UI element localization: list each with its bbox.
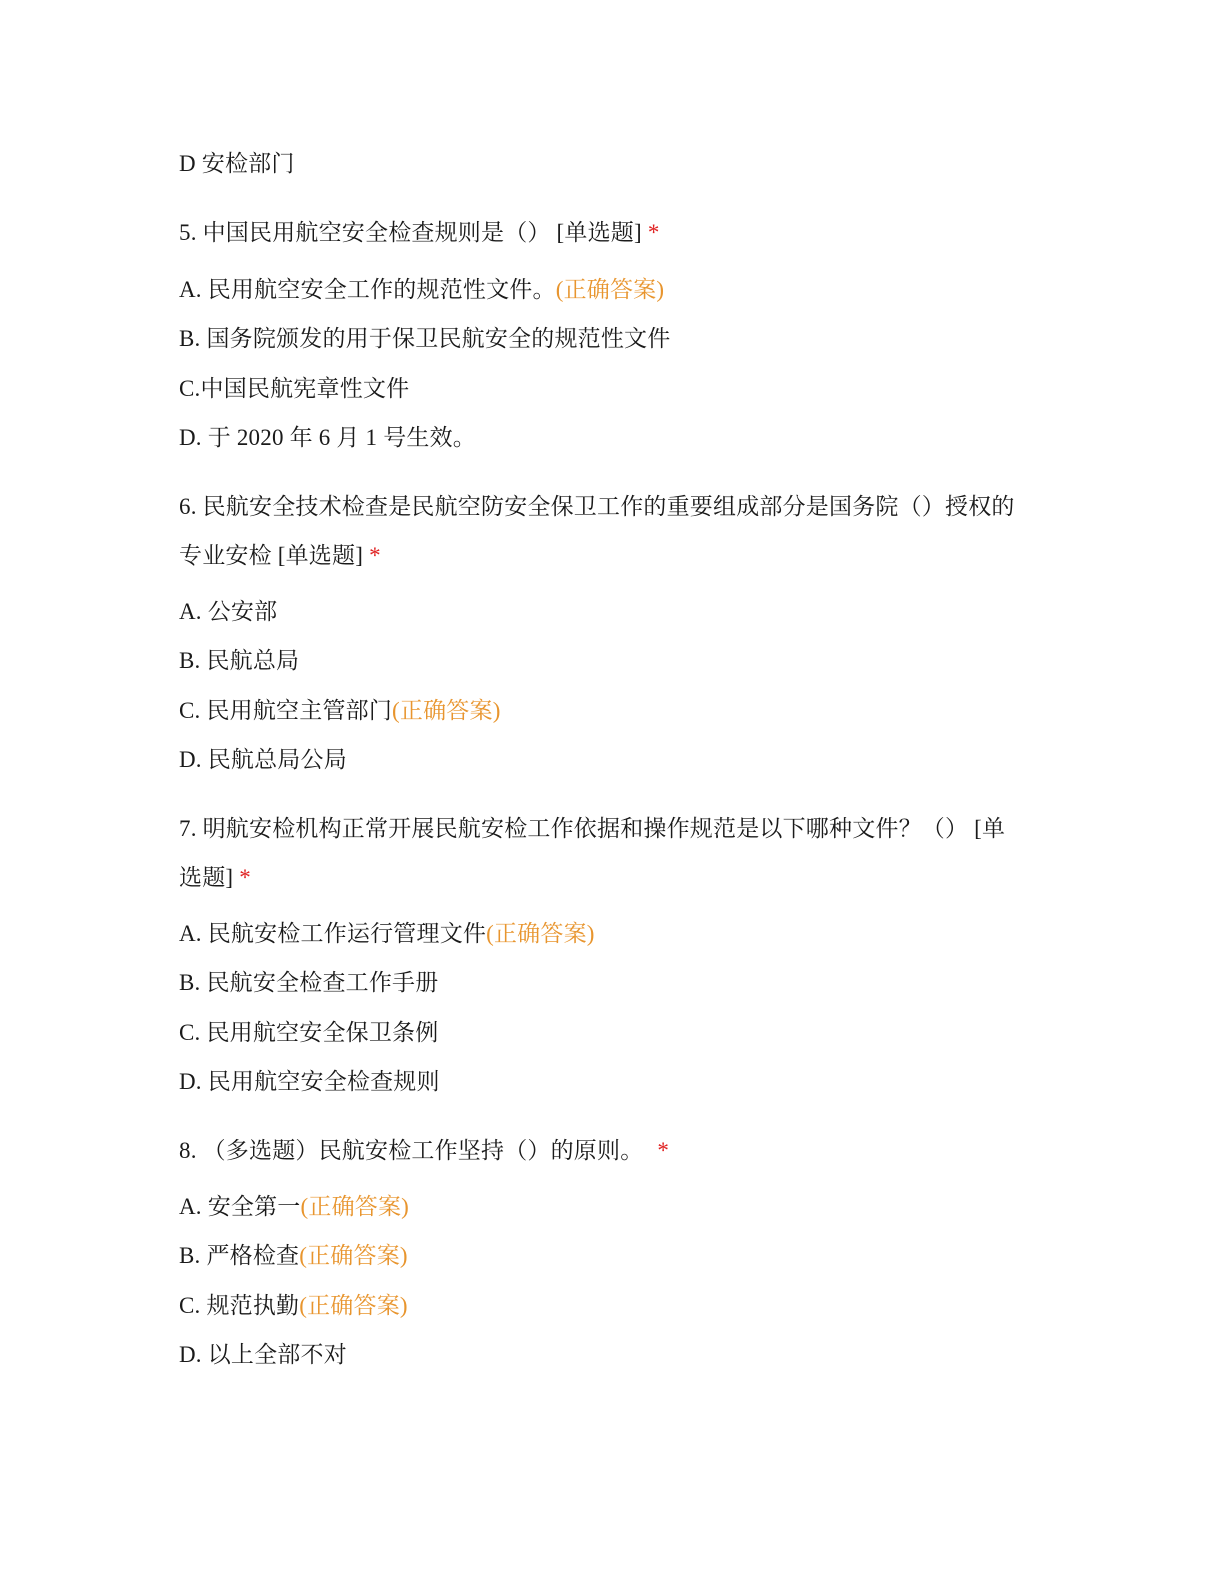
- question-6-stem-line2: [179, 541, 381, 571]
- question-text: 8. （多选题）民航安检工作坚持（）的原则。: [179, 1138, 644, 1163]
- q5-option-b: [179, 324, 670, 354]
- q8-option-c: [179, 1291, 408, 1321]
- option-text: B. 国务院颁发的用于保卫民航安全的规范性文件: [179, 326, 671, 351]
- option-d-previous: [179, 149, 295, 179]
- option-text: D. 以上全部不对: [179, 1342, 347, 1367]
- option-text: B. 严格检查: [179, 1243, 300, 1268]
- q6-option-c: [179, 696, 501, 726]
- question-text: 5. 中国民用航空安全检查规则是（） [单选题]: [179, 220, 642, 245]
- required-star: *: [657, 1138, 670, 1163]
- correct-answer-mark: (正确答案): [300, 1194, 410, 1219]
- option-text: D. 民用航空安全检查规则: [179, 1069, 440, 1094]
- q6-option-a: [179, 597, 277, 627]
- q8-option-b: [179, 1241, 408, 1271]
- required-star: *: [239, 865, 251, 890]
- q6-option-d: [179, 745, 347, 775]
- option-text: D. 民航总局公局: [179, 747, 347, 772]
- option-text: A. 民用航空安全工作的规范性文件。: [179, 277, 556, 302]
- q7-option-a: [179, 919, 595, 949]
- q5-option-d: [179, 423, 476, 453]
- question-text: 6. 民航安全技术检查是民航空防安全保卫工作的重要组成部分是国务院（）授权的: [179, 494, 1015, 519]
- option-text: A. 安全第一: [179, 1194, 301, 1219]
- question-7-stem-line2: [179, 863, 251, 893]
- option-text: C. 民用航空安全保卫条例: [179, 1020, 439, 1045]
- option-text: B. 民航总局: [179, 648, 300, 673]
- q5-option-a: [179, 275, 664, 305]
- question-6-stem-line1: [179, 492, 1015, 522]
- q5-option-c: [179, 374, 409, 404]
- required-star: *: [647, 220, 660, 245]
- option-text: D 安检部门: [179, 151, 295, 176]
- question-7-stem-line1: [179, 814, 1005, 844]
- option-text: A. 民航安检工作运行管理文件: [179, 921, 487, 946]
- option-text: C. 规范执勤: [179, 1293, 300, 1318]
- correct-answer-mark: (正确答案): [299, 1243, 408, 1268]
- option-text: C. 民用航空主管部门: [179, 698, 393, 723]
- question-text: 专业安检 [单选题]: [179, 543, 364, 568]
- q8-option-d: [179, 1340, 347, 1370]
- question-text: 选题]: [179, 865, 234, 890]
- question-text: 7. 明航安检机构正常开展民航安检工作依据和操作规范是以下哪种文件？（） [单: [179, 816, 1006, 841]
- correct-answer-mark: (正确答案): [392, 698, 501, 723]
- q8-option-a: [179, 1192, 409, 1222]
- option-text: A. 公安部: [179, 599, 278, 624]
- correct-answer-mark: (正确答案): [486, 921, 595, 946]
- q7-option-b: [179, 968, 438, 998]
- option-text: C.中国民航宪章性文件: [179, 376, 410, 401]
- q7-option-d: [179, 1067, 440, 1097]
- correct-answer-mark: (正确答案): [299, 1293, 408, 1318]
- option-text: B. 民航安全检查工作手册: [179, 970, 439, 995]
- question-5-stem: [179, 218, 660, 248]
- required-star: *: [369, 543, 381, 568]
- q6-option-b: [179, 646, 299, 676]
- correct-answer-mark: (正确答案): [555, 277, 665, 302]
- option-text: D. 于 2020 年 6 月 1 号生效。: [179, 425, 477, 450]
- q7-option-c: [179, 1018, 438, 1048]
- question-8-stem: [179, 1136, 669, 1166]
